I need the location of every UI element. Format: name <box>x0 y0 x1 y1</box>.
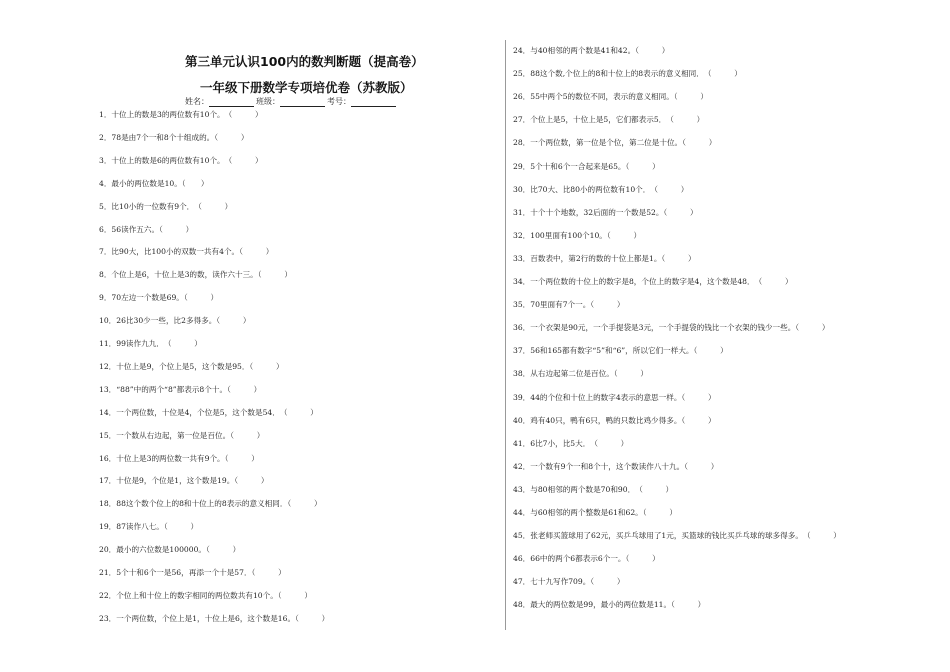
answer-parentheses[interactable]: ） <box>685 415 716 425</box>
answer-parentheses[interactable]: ） <box>185 178 209 188</box>
question-item <box>99 156 263 166</box>
question-item <box>99 339 202 349</box>
question-text: 22．个位上和十位上的数字相同的两位数共有10个。（ <box>99 590 282 600</box>
name-label: 姓名： <box>185 97 209 106</box>
question-item <box>513 531 841 541</box>
question-text: 28．一个两位数，第一位是个位，第二位是十位。（ <box>513 138 686 148</box>
answer-parentheses[interactable]: （ ） <box>224 110 263 119</box>
question-item <box>99 591 312 601</box>
question-item <box>513 92 708 102</box>
question-text: 1．十位上的数是3的两位数有10个。 <box>99 110 225 119</box>
answer-parentheses[interactable]: ） <box>667 207 698 217</box>
answer-parentheses[interactable]: ） <box>261 270 292 280</box>
answer-parentheses[interactable]: ） <box>665 253 696 263</box>
question-text: 43．与80相邻的两个数是70和90． <box>513 484 636 494</box>
answer-parentheses[interactable]: （ ） <box>163 339 202 348</box>
column-divider <box>505 40 506 630</box>
question-text: 12．十位上是9，个位上是5，这个数是95．（ <box>99 361 254 371</box>
question-item <box>513 185 688 195</box>
answer-parentheses[interactable]: ） <box>291 499 322 509</box>
answer-parentheses[interactable]: ） <box>228 453 259 463</box>
question-text: 5．比10小的一位数有9个． <box>99 201 195 211</box>
answer-parentheses[interactable]: ） <box>594 300 625 310</box>
question-item <box>99 408 318 418</box>
question-text: 14．一个两位数，十位是4，个位是5，这个数是54． <box>99 407 280 417</box>
question-text: 41．6比7小，比5大． <box>513 438 591 448</box>
answer-parentheses[interactable]: ） <box>298 613 330 623</box>
question-item <box>99 133 248 143</box>
question-item <box>99 202 232 212</box>
question-item <box>513 369 648 379</box>
answer-parentheses[interactable]: ） <box>218 132 249 142</box>
question-text: 46．66中的两个6都表示6个一。（ <box>513 554 630 564</box>
answer-parentheses[interactable]: ） <box>230 384 262 394</box>
question-text: 16．十位上是3的两位数一共有9个。（ <box>99 453 229 463</box>
answer-parentheses[interactable]: ） <box>255 568 286 577</box>
question-text: 39．44的个位和十位上的数字4表示的意思一样。（ <box>513 392 686 402</box>
question-item <box>99 499 322 509</box>
question-item <box>99 568 286 578</box>
answer-parentheses[interactable]: ） <box>617 369 648 379</box>
id-label: 考号： <box>327 97 351 106</box>
question-text: 48．最大的两位数是99，最小的两位数是11。（ <box>513 600 675 610</box>
question-text: 7．比90大，比100小的双数一共有4个。（ <box>99 247 243 257</box>
question-item <box>513 416 716 426</box>
answer-parentheses[interactable]: ） <box>209 545 241 555</box>
class-blank[interactable] <box>280 98 325 107</box>
question-text: 35．70里面有7个一。（ <box>513 300 595 310</box>
question-text: 23．一个两位数，个位上是1，十位上是6，这个数是16。（ <box>99 613 299 623</box>
answer-parentheses[interactable]: ） <box>238 476 269 486</box>
question-text: 33．百数表中，第2行的数的十位上都是1。（ <box>513 253 666 263</box>
answer-parentheses[interactable]: ） <box>685 392 716 402</box>
answer-parentheses[interactable]: （ ） <box>703 69 742 79</box>
question-text: 8．个位上是6，十位上是3的数，读作六十三。（ <box>99 270 262 280</box>
name-blank[interactable] <box>209 98 254 107</box>
answer-parentheses[interactable]: ） <box>677 92 709 102</box>
question-text: 13．“88”中的两个“8”都表示8个十。（ <box>99 384 231 394</box>
question-item <box>99 431 264 441</box>
answer-parentheses[interactable]: ） <box>629 161 660 171</box>
question-item <box>513 462 718 472</box>
answer-parentheses[interactable]: ） <box>162 224 194 234</box>
question-item <box>99 362 284 372</box>
answer-parentheses[interactable]: （ ） <box>635 484 674 494</box>
answer-parentheses[interactable]: ） <box>187 293 219 303</box>
answer-parentheses[interactable]: ） <box>167 522 199 532</box>
question-text: 32．100里面有100个10。（ <box>513 230 611 240</box>
question-text: 21．5个十和6个一是56，再添一个十是57．（ <box>99 568 256 577</box>
question-text: 3．十位上的数是6的两位数有10个。 <box>99 155 225 165</box>
answer-parentheses[interactable]: ） <box>646 508 677 517</box>
answer-parentheses[interactable]: ） <box>610 230 642 240</box>
question-text: 4．最小的两位数是10。（ <box>99 178 186 188</box>
question-item <box>513 577 624 587</box>
question-item <box>513 231 641 241</box>
question-text: 9．70左边一个数是69。（ <box>99 293 188 303</box>
answer-parentheses[interactable]: （ ） <box>666 115 705 125</box>
question-text: 36．一个衣架是90元，一个手提袋是3元，一个手提袋的钱比一个衣架的钱少一些。（ <box>513 323 800 333</box>
answer-parentheses[interactable]: （ ） <box>279 407 318 417</box>
question-item <box>99 247 273 257</box>
answer-parentheses[interactable]: ） <box>253 361 284 371</box>
question-text: 2．78是由7个一和8个十组成的。（ <box>99 132 219 142</box>
answer-parentheses[interactable]: ） <box>697 346 728 356</box>
question-text: 45．张老师买篮球用了62元，买乒乓球用了1元，买篮球的钱比买乒乓球的球多得多。 <box>513 531 803 541</box>
question-item <box>99 614 329 624</box>
question-item <box>99 385 261 395</box>
answer-parentheses[interactable]: ） <box>688 461 719 471</box>
answer-parentheses[interactable]: ） <box>594 577 625 587</box>
worksheet-title: 第三单元认识100内的数判断题（提高卷） <box>185 54 424 69</box>
question-item <box>513 277 793 287</box>
question-text: 25．88这个数,个位上的8和十位上的8表示的意义相同． <box>513 69 704 79</box>
question-text: 42．一个数有9个一和8个十，这个数读作八十九。（ <box>513 461 688 471</box>
question-text: 31．十个十个地数，32后面的一个数是52。（ <box>513 207 668 217</box>
question-item <box>99 225 193 235</box>
answer-parentheses[interactable]: （ ） <box>650 184 689 194</box>
answer-parentheses[interactable]: （ ） <box>802 531 841 541</box>
question-text: 44．与60相邻的两个整数是61和62。（ <box>513 508 647 517</box>
question-item <box>99 545 240 555</box>
question-item <box>513 69 742 79</box>
student-info-line <box>185 96 398 107</box>
question-item <box>99 454 259 464</box>
worksheet-subtitle: 一年级下册数学专项培优卷（苏教版） <box>200 80 413 95</box>
answer-parentheses[interactable]: ） <box>629 554 660 564</box>
question-text: 30．比70大、比80小的两位数有10个． <box>513 184 651 194</box>
question-text: 40．鸡有40只，鸭有6只，鸭的只数比鸡少得多。（ <box>513 415 686 425</box>
question-item <box>513 485 673 495</box>
answer-parentheses[interactable]: ） <box>281 590 312 600</box>
question-text: 27．个位上是5，十位上是5，它们都表示5． <box>513 115 667 125</box>
question-item <box>99 293 218 303</box>
question-text: 34．一个两位数的十位上的数字是8，个位上的数字是4，这个数是48． <box>513 277 755 286</box>
question-text: 11．99读作九九． <box>99 339 164 348</box>
question-text: 20．最小的六位数是100000。（ <box>99 545 210 555</box>
question-item <box>99 179 208 189</box>
question-item <box>99 270 292 280</box>
answer-parentheses[interactable]: （ ） <box>194 201 233 211</box>
answer-parentheses[interactable]: （ ） <box>754 277 793 286</box>
question-item <box>99 316 251 326</box>
question-text: 10．26比30少一些，比2多得多。（ <box>99 316 221 326</box>
answer-parentheses[interactable]: ） <box>799 323 830 333</box>
answer-parentheses[interactable]: ） <box>674 600 706 610</box>
answer-parentheses[interactable]: ） <box>638 46 670 55</box>
question-item <box>99 110 263 120</box>
question-item <box>513 554 660 564</box>
question-item <box>513 323 830 333</box>
question-text: 47．七十九写作709。（ <box>513 577 595 587</box>
question-item <box>513 208 698 218</box>
answer-parentheses[interactable]: ） <box>242 247 274 257</box>
id-blank[interactable] <box>351 98 396 107</box>
question-text: 38．从右边起第二位是百位。（ <box>513 369 618 379</box>
question-item <box>99 476 268 486</box>
question-text: 17．十位是9，个位是1，这个数是19。（ <box>99 476 239 486</box>
question-item <box>513 138 716 148</box>
question-text: 15．一个数从右边起，第一位是百位。（ <box>99 430 234 440</box>
question-text: 26．55中两个5的数位不同，表示的意义相同。（ <box>513 92 678 102</box>
question-item <box>513 393 716 403</box>
class-label: 班级： <box>256 97 280 106</box>
question-text: 24．与40相邻的两个数是41和42。（ <box>513 46 639 55</box>
question-item <box>513 300 624 310</box>
question-item <box>513 254 696 264</box>
answer-parentheses[interactable]: ） <box>685 138 717 148</box>
question-text: 29．5个十和6个一合起来是65。（ <box>513 161 630 171</box>
question-text: 19．87读作八七。（ <box>99 522 168 532</box>
question-item <box>513 162 660 172</box>
answer-parentheses[interactable]: ） <box>220 316 251 326</box>
question-item <box>513 115 704 125</box>
answer-parentheses[interactable]: ） <box>233 430 265 440</box>
answer-parentheses[interactable]: （ ） <box>590 438 629 448</box>
question-item <box>513 600 705 610</box>
question-item <box>513 346 728 356</box>
answer-parentheses[interactable]: （ ） <box>224 155 263 165</box>
question-text: 18．88这个数个位上的8和十位上的8表示的意义相同．（ <box>99 499 292 509</box>
question-text: 37．56和165都有数字“5”和“6”，所以它们一样大。（ <box>513 346 698 356</box>
question-item <box>513 46 669 56</box>
question-item <box>99 522 198 532</box>
question-item <box>513 439 628 449</box>
question-item <box>513 508 677 518</box>
question-text: 6．56读作五六。（ <box>99 224 163 234</box>
